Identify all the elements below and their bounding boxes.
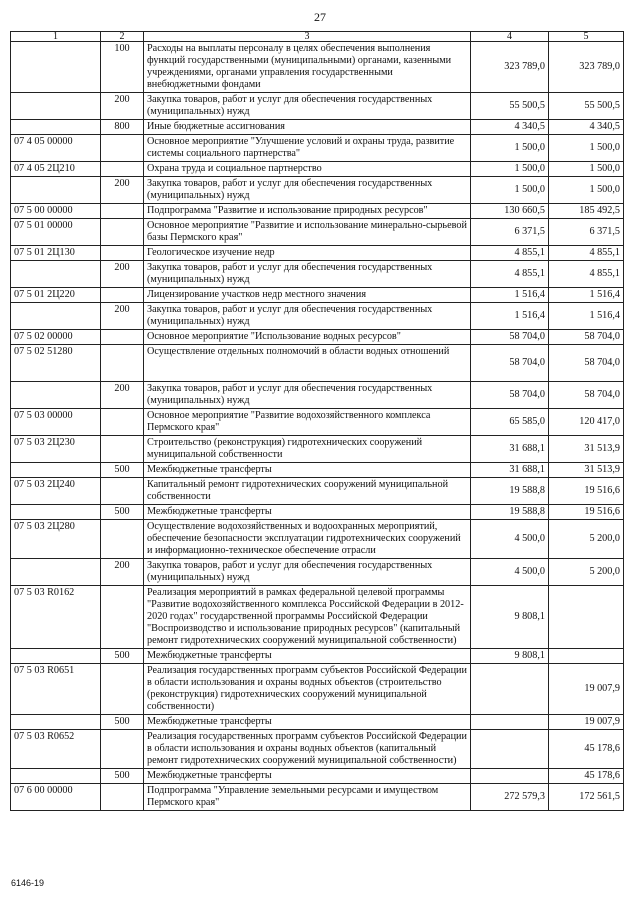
table-row <box>11 246 624 261</box>
description-cell: Межбюджетные трансферты <box>144 769 471 784</box>
description-cell: Осуществление отдельных полномочий в области водных отношений <box>144 345 471 382</box>
amount-cell-year-1: 4 340,5 <box>471 120 549 135</box>
description-cell: Основное мероприятие "Улучшение условий и охраны труда, развитие системы социального партнерства" <box>144 135 471 162</box>
expense-type-cell <box>101 586 144 649</box>
expense-type-cell <box>101 246 144 261</box>
description-cell: Закупка товаров, работ и услуг для обеспечения государственных (муниципальных) нужд <box>144 559 471 586</box>
amount-cell-year-1: 9 808,1 <box>471 649 549 664</box>
table-row <box>11 93 624 120</box>
amount-cell-year-2: 1 500,0 <box>549 162 624 177</box>
description-cell: Межбюджетные трансферты <box>144 505 471 520</box>
expense-type-cell <box>101 345 144 382</box>
amount-cell-year-2: 45 178,6 <box>549 730 624 769</box>
description-cell: Реализация государственных программ субъектов Российской Федерации в области использования и охраны водных объектов (капитальный ремонт гидротехнических сооружений муниципальной собственности) <box>144 730 471 769</box>
table-row <box>11 382 624 409</box>
expense-type-cell <box>101 784 144 811</box>
expense-type-cell: 500 <box>101 463 144 478</box>
description-cell: Реализация государственных программ субъектов Российской Федерации в области использования и охраны водных объектов (строительство (реконструкция) гидротехнических сооружений муниципальной собственности) <box>144 664 471 715</box>
expense-type-cell: 500 <box>101 769 144 784</box>
amount-cell-year-2: 172 561,5 <box>549 784 624 811</box>
table-row <box>11 288 624 303</box>
table-row <box>11 715 624 730</box>
table-row <box>11 649 624 664</box>
amount-cell-year-2: 58 704,0 <box>549 330 624 345</box>
description-cell: Подпрограмма "Управление земельными ресурсами и имуществом Пермского края" <box>144 784 471 811</box>
table-row <box>11 730 624 769</box>
expense-type-cell: 200 <box>101 382 144 409</box>
amount-cell-year-1: 1 500,0 <box>471 162 549 177</box>
description-cell: Закупка товаров, работ и услуг для обеспечения государственных (муниципальных) нужд <box>144 93 471 120</box>
code-cell: 07 5 03 2Ц230 <box>11 436 101 463</box>
amount-cell-year-2: 19 516,6 <box>549 505 624 520</box>
amount-cell-year-2: 58 704,0 <box>549 345 624 382</box>
amount-cell-year-2 <box>549 649 624 664</box>
description-cell: Осуществление водохозяйственных и водоохранных мероприятий, обеспечение безопасности эксплуатации гидротехнических сооружений и информационно-техническое обеспечение отрасли <box>144 520 471 559</box>
expense-type-cell <box>101 664 144 715</box>
code-cell <box>11 505 101 520</box>
description-cell: Основное мероприятие "Развитие водохозяйственного комплекса Пермского края" <box>144 409 471 436</box>
description-cell: Иные бюджетные ассигнования <box>144 120 471 135</box>
amount-cell-year-2: 1 500,0 <box>549 177 624 204</box>
code-cell <box>11 93 101 120</box>
description-cell: Межбюджетные трансферты <box>144 463 471 478</box>
code-cell: 07 5 03 2Ц280 <box>11 520 101 559</box>
description-cell: Расходы на выплаты персоналу в целях обеспечения выполнения функций государственными (муниципальными) органами, казенными учреждениями, органами управления государственными внебюджетными фондами <box>144 42 471 93</box>
expense-type-cell <box>101 204 144 219</box>
table-row <box>11 345 624 382</box>
amount-cell-year-1: 130 660,5 <box>471 204 549 219</box>
amount-cell-year-1 <box>471 730 549 769</box>
code-cell: 07 5 00 00000 <box>11 204 101 219</box>
amount-cell-year-1: 6 371,5 <box>471 219 549 246</box>
description-cell: Подпрограмма "Развитие и использование природных ресурсов" <box>144 204 471 219</box>
code-cell: 07 5 03 2Ц240 <box>11 478 101 505</box>
column-header: 2 <box>101 32 144 42</box>
expense-type-cell <box>101 409 144 436</box>
description-cell: Закупка товаров, работ и услуг для обеспечения государственных (муниципальных) нужд <box>144 261 471 288</box>
expense-type-cell: 100 <box>101 42 144 93</box>
description-cell: Межбюджетные трансферты <box>144 715 471 730</box>
expense-type-cell: 800 <box>101 120 144 135</box>
description-cell: Капитальный ремонт гидротехнических сооружений муниципальной собственности <box>144 478 471 505</box>
amount-cell-year-2: 58 704,0 <box>549 382 624 409</box>
code-cell <box>11 261 101 288</box>
amount-cell-year-2: 120 417,0 <box>549 409 624 436</box>
amount-cell-year-1 <box>471 664 549 715</box>
code-cell: 07 5 03 00000 <box>11 409 101 436</box>
table-row <box>11 463 624 478</box>
code-cell: 07 5 03 R0652 <box>11 730 101 769</box>
amount-cell-year-2: 5 200,0 <box>549 559 624 586</box>
amount-cell-year-1: 323 789,0 <box>471 42 549 93</box>
expense-type-cell <box>101 730 144 769</box>
amount-cell-year-2: 1 500,0 <box>549 135 624 162</box>
amount-cell-year-2: 185 492,5 <box>549 204 624 219</box>
amount-cell-year-1 <box>471 715 549 730</box>
table-row <box>11 436 624 463</box>
table-row <box>11 120 624 135</box>
table-row <box>11 303 624 330</box>
expense-type-cell: 200 <box>101 177 144 204</box>
code-cell: 07 4 05 00000 <box>11 135 101 162</box>
table-row <box>11 478 624 505</box>
amount-cell-year-1 <box>471 769 549 784</box>
table-row <box>11 559 624 586</box>
amount-cell-year-2: 4 855,1 <box>549 246 624 261</box>
amount-cell-year-2: 31 513,9 <box>549 436 624 463</box>
table-row <box>11 162 624 177</box>
description-cell: Строительство (реконструкция) гидротехнических сооружений муниципальной собственности <box>144 436 471 463</box>
code-cell: 07 5 01 2Ц130 <box>11 246 101 261</box>
code-cell <box>11 120 101 135</box>
amount-cell-year-2: 19 007,9 <box>549 664 624 715</box>
expense-type-cell <box>101 135 144 162</box>
amount-cell-year-1: 1 516,4 <box>471 303 549 330</box>
table-row <box>11 219 624 246</box>
table-row <box>11 664 624 715</box>
expense-type-cell: 200 <box>101 559 144 586</box>
expense-type-cell <box>101 478 144 505</box>
page-number: 27 <box>314 10 326 24</box>
code-cell <box>11 463 101 478</box>
table-header-row <box>11 32 624 42</box>
amount-cell-year-1: 55 500,5 <box>471 93 549 120</box>
description-cell: Закупка товаров, работ и услуг для обеспечения государственных (муниципальных) нужд <box>144 303 471 330</box>
amount-cell-year-2: 19 007,9 <box>549 715 624 730</box>
table-row <box>11 261 624 288</box>
code-cell <box>11 42 101 93</box>
expense-type-cell <box>101 219 144 246</box>
code-cell: 07 5 02 00000 <box>11 330 101 345</box>
code-cell: 07 5 03 R0162 <box>11 586 101 649</box>
description-cell: Закупка товаров, работ и услуг для обеспечения государственных (муниципальных) нужд <box>144 177 471 204</box>
amount-cell-year-1: 58 704,0 <box>471 382 549 409</box>
code-cell <box>11 769 101 784</box>
expense-type-cell <box>101 330 144 345</box>
table-row <box>11 586 624 649</box>
code-cell: 07 5 02 51280 <box>11 345 101 382</box>
code-cell <box>11 559 101 586</box>
amount-cell-year-1: 1 516,4 <box>471 288 549 303</box>
expense-type-cell: 200 <box>101 261 144 288</box>
amount-cell-year-1: 58 704,0 <box>471 345 549 382</box>
amount-cell-year-1: 272 579,3 <box>471 784 549 811</box>
code-cell <box>11 382 101 409</box>
amount-cell-year-2: 6 371,5 <box>549 219 624 246</box>
amount-cell-year-1: 4 500,0 <box>471 520 549 559</box>
table-row <box>11 204 624 219</box>
amount-cell-year-2: 31 513,9 <box>549 463 624 478</box>
description-cell: Геологическое изучение недр <box>144 246 471 261</box>
amount-cell-year-2 <box>549 586 624 649</box>
amount-cell-year-2: 1 516,4 <box>549 288 624 303</box>
code-cell <box>11 177 101 204</box>
amount-cell-year-1: 1 500,0 <box>471 177 549 204</box>
description-cell: Основное мероприятие "Использование водных ресурсов" <box>144 330 471 345</box>
amount-cell-year-2: 55 500,5 <box>549 93 624 120</box>
column-header: 1 <box>11 32 101 42</box>
code-cell: 07 5 01 00000 <box>11 219 101 246</box>
code-cell <box>11 303 101 330</box>
description-cell: Охрана труда и социальное партнерство <box>144 162 471 177</box>
code-cell: 07 5 01 2Ц220 <box>11 288 101 303</box>
table-row <box>11 784 624 811</box>
amount-cell-year-1: 65 585,0 <box>471 409 549 436</box>
description-cell: Межбюджетные трансферты <box>144 649 471 664</box>
amount-cell-year-1: 1 500,0 <box>471 135 549 162</box>
amount-cell-year-1: 4 500,0 <box>471 559 549 586</box>
amount-cell-year-1: 19 588,8 <box>471 505 549 520</box>
expense-type-cell <box>101 436 144 463</box>
code-cell: 07 6 00 00000 <box>11 784 101 811</box>
amount-cell-year-2: 4 855,1 <box>549 261 624 288</box>
column-header: 5 <box>549 32 624 42</box>
expense-type-cell: 500 <box>101 649 144 664</box>
expense-type-cell: 200 <box>101 303 144 330</box>
description-cell: Реализация мероприятий в рамках федеральной целевой программы "Развитие водохозяйственного комплекса Российской Федерации в 2012-2020 годах" государственной программы Российской Федерации "Воспроизводство и использование природных ресурсов" (капитальный ремонт гидротехнических сооружений муниципальной собственности) <box>144 586 471 649</box>
budget-table <box>10 31 624 811</box>
expense-type-cell <box>101 288 144 303</box>
table-row <box>11 177 624 204</box>
code-cell: 07 4 05 2Ц210 <box>11 162 101 177</box>
column-header: 3 <box>144 32 471 42</box>
amount-cell-year-1: 58 704,0 <box>471 330 549 345</box>
amount-cell-year-1: 4 855,1 <box>471 246 549 261</box>
amount-cell-year-2: 4 340,5 <box>549 120 624 135</box>
amount-cell-year-1: 31 688,1 <box>471 463 549 478</box>
code-cell <box>11 715 101 730</box>
amount-cell-year-1: 4 855,1 <box>471 261 549 288</box>
amount-cell-year-1: 31 688,1 <box>471 436 549 463</box>
table-row <box>11 42 624 93</box>
table-row <box>11 330 624 345</box>
table-row <box>11 135 624 162</box>
amount-cell-year-2: 5 200,0 <box>549 520 624 559</box>
amount-cell-year-1: 19 588,8 <box>471 478 549 505</box>
amount-cell-year-2: 45 178,6 <box>549 769 624 784</box>
amount-cell-year-1: 9 808,1 <box>471 586 549 649</box>
expense-type-cell <box>101 162 144 177</box>
footer-document-code: 6146-19 <box>11 878 45 888</box>
code-cell <box>11 649 101 664</box>
table-row <box>11 769 624 784</box>
expense-type-cell: 200 <box>101 93 144 120</box>
table-row <box>11 409 624 436</box>
expense-type-cell: 500 <box>101 715 144 730</box>
amount-cell-year-2: 323 789,0 <box>549 42 624 93</box>
table-row <box>11 520 624 559</box>
expense-type-cell: 500 <box>101 505 144 520</box>
amount-cell-year-2: 19 516,6 <box>549 478 624 505</box>
description-cell: Лицензирование участков недр местного значения <box>144 288 471 303</box>
code-cell: 07 5 03 R0651 <box>11 664 101 715</box>
column-header: 4 <box>471 32 549 42</box>
description-cell: Основное мероприятие "Развитие и использование минерально-сырьевой базы Пермского края" <box>144 219 471 246</box>
expense-type-cell <box>101 520 144 559</box>
amount-cell-year-2: 1 516,4 <box>549 303 624 330</box>
description-cell: Закупка товаров, работ и услуг для обеспечения государственных (муниципальных) нужд <box>144 382 471 409</box>
table-row <box>11 505 624 520</box>
